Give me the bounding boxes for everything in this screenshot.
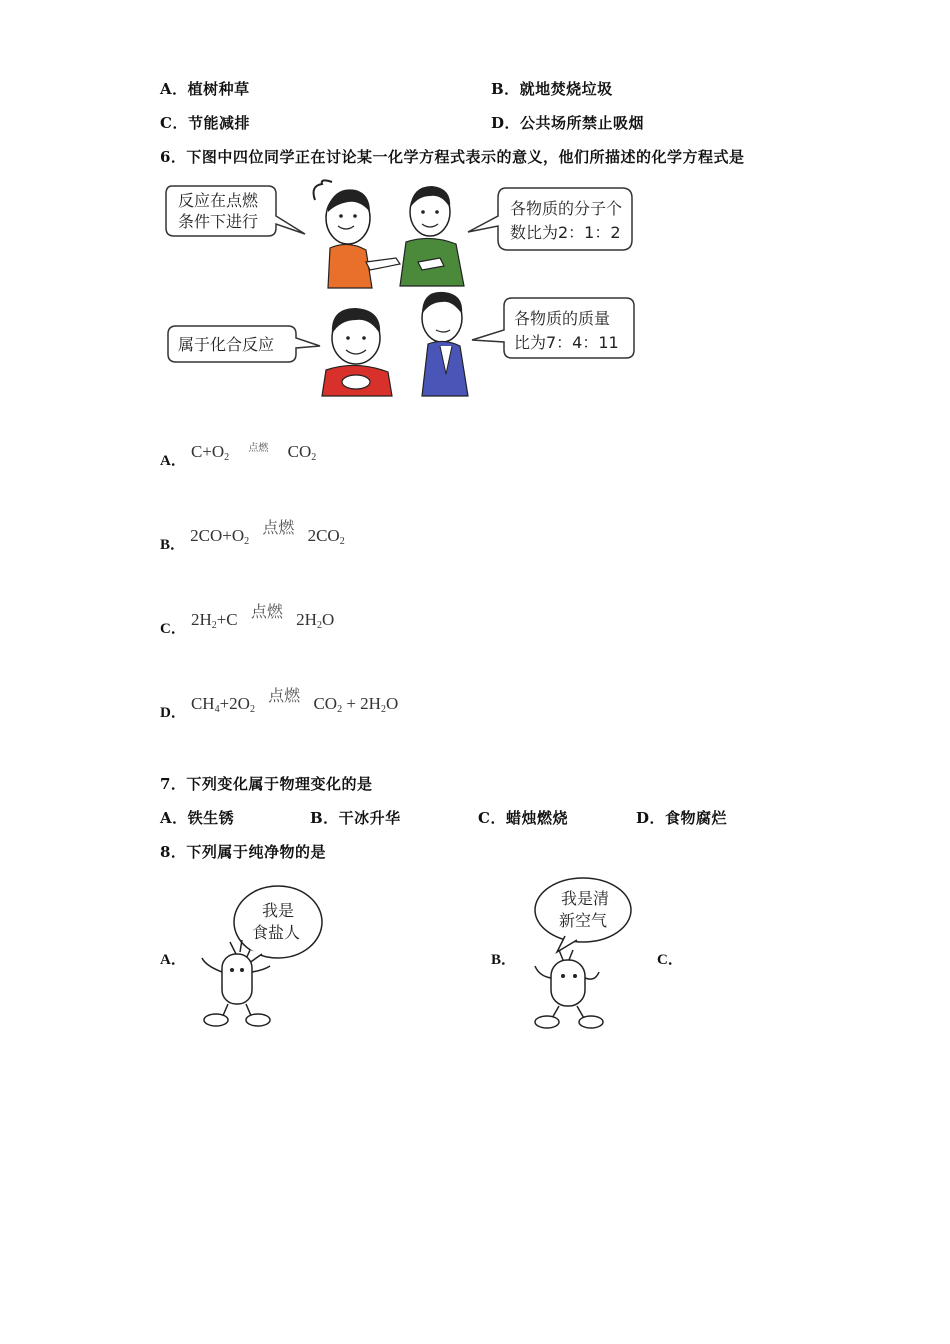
- q6-option-b-label: B．: [160, 537, 186, 553]
- bubble-bl-line1: 属于化合反应: [178, 335, 275, 354]
- q6-discussion-illustration: [160, 178, 640, 400]
- boy-green-shirt-figure: [400, 186, 464, 286]
- q7-stem: 7．下列变化属于物理变化的是: [160, 775, 373, 793]
- bubble-bottom-left: [168, 326, 320, 362]
- boy-red-shirt-figure: [322, 308, 392, 396]
- q5-option-a: A．植树种草: [160, 80, 250, 98]
- reaction-condition: 点燃: [262, 518, 295, 538]
- bubble-tl-line2: 条件下进行: [178, 212, 259, 231]
- reaction-condition: 点燃: [268, 686, 301, 706]
- q8-option-a-label: A．: [160, 952, 186, 968]
- q5-option-d: D．公共场所禁止吸烟: [491, 114, 645, 132]
- q8-stem: 8．下列属于纯净物的是: [160, 843, 326, 861]
- boy-blue-shirt-figure: [422, 292, 468, 396]
- air-bubble-line2: 新空气: [559, 911, 608, 930]
- q7-option-b: B．干冰升华: [310, 809, 401, 827]
- bubble-br-line1: 各物质的质量: [514, 309, 611, 328]
- q6-option-a-equation: $C+O_2$ 点燃 $CO_2$: [191, 442, 316, 461]
- girl-student-figure: [314, 180, 400, 288]
- salt-bubble-line2: 食盐人: [252, 923, 301, 942]
- q8-option-c-label: C．: [657, 952, 683, 968]
- q6-option-b-equation: $2CO+O_2$ 点燃 $2CO_2$: [190, 526, 345, 545]
- q6-option-d-equation: $CH_4+2O_2$ 点燃 $CO_2 + 2H_2O$: [191, 694, 398, 713]
- bubble-tr-line2: 数比为2：1：2: [510, 223, 621, 242]
- bubble-tr-line1: 各物质的分子个: [510, 199, 623, 218]
- bubble-br-line2: 比为7：4：11: [514, 333, 619, 352]
- bubble-bottom-right: [472, 298, 634, 358]
- q6-stem: 6．下图中四位同学正在讨论某一化学方程式表示的意义，他们所描述的化学方程式是: [160, 148, 745, 166]
- salt-character-illustration: [190, 880, 330, 1030]
- q6-option-a: [160, 442, 316, 470]
- air-character-illustration: [525, 872, 655, 1032]
- bubble-tl-line1: 反应在点燃: [178, 191, 259, 210]
- q6-option-b: [160, 518, 345, 554]
- q6-option-c-label: C．: [160, 621, 186, 637]
- salt-bubble-line1: 我是: [262, 901, 295, 920]
- reaction-condition: 点燃: [248, 443, 269, 455]
- q7-option-d: D．食物腐烂: [636, 809, 728, 827]
- bubble-top-left: [166, 186, 305, 236]
- q6-option-d-label: D．: [160, 705, 186, 721]
- q6-option-c-equation: $2H_2+C$ 点燃 $2H_2O$: [191, 610, 334, 629]
- reaction-condition: 点燃: [250, 602, 283, 622]
- q8-option-b-label: B．: [491, 952, 517, 968]
- q6-option-c: [160, 602, 335, 638]
- q6-option-d: [160, 686, 399, 722]
- air-bubble-line1: 我是清: [561, 889, 610, 908]
- bubble-top-right: [468, 188, 632, 250]
- q5-option-b: B．就地焚烧垃圾: [491, 80, 613, 98]
- q7-option-c: C．蜡烛燃烧: [478, 809, 568, 827]
- q6-option-a-label: A．: [160, 453, 186, 469]
- q7-option-a: A．铁生锈: [160, 809, 235, 827]
- q5-option-c: C．节能减排: [160, 114, 250, 132]
